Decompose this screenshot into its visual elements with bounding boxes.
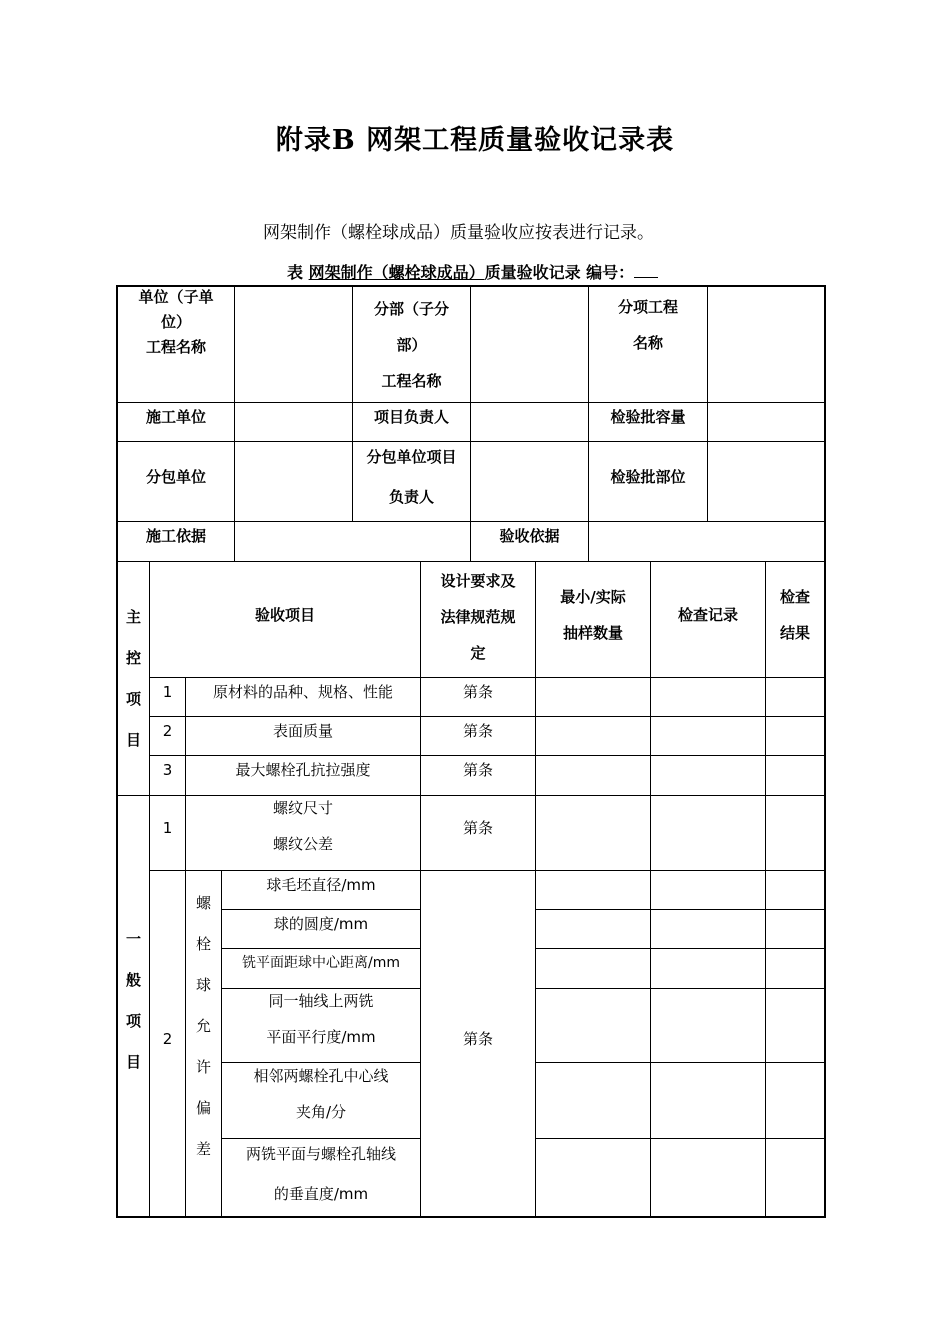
column-header-design-requirement: 设计要求及 法律规范规 定 <box>440 572 516 662</box>
row-item-name: 原材料的品种、规格、性能 <box>212 683 393 701</box>
unit-project-name-label: 单位（子单 位） 工程名称 <box>138 287 214 356</box>
document-title: 附录B 网架工程质量验收记录表 <box>275 125 675 156</box>
acceptance-basis-label: 验收依据 <box>499 527 560 545</box>
table-rule <box>535 1138 826 1139</box>
tolerance-item: 两铣平面与螺栓孔轴线 的垂直度/mm <box>245 1145 396 1203</box>
division-project-name-label: 分部（子分 部） 工程名称 <box>373 299 449 390</box>
batch-location-value[interactable] <box>708 442 824 521</box>
tolerance-item: 球毛坯直径/mm <box>266 876 376 894</box>
column-header-check-result: 检查 结果 <box>779 588 810 642</box>
row-item-name: 最大螺栓孔抗拉强度 <box>235 761 371 779</box>
row-number: 1 <box>162 683 173 701</box>
tolerance-item: 同一轴线上两铣 平面平行度/mm <box>266 992 376 1046</box>
category-char: 球 <box>195 975 211 994</box>
tolerance-item: 铣平面距球中心距离/mm <box>242 955 400 971</box>
table-rule <box>535 1062 826 1063</box>
group-char: 项 <box>125 1012 141 1030</box>
row-clause: 第条 <box>462 761 493 779</box>
category-char: 允 <box>195 1016 211 1035</box>
subcontractor-lead-label: 分包单位项目 负责人 <box>366 448 457 506</box>
category-char: 差 <box>195 1139 211 1158</box>
project-lead-label: 项目负责人 <box>373 408 449 426</box>
construction-basis-value[interactable] <box>235 522 470 561</box>
subcontractor-value[interactable] <box>235 442 352 521</box>
row-number: 2 <box>162 1029 173 1048</box>
group-char: 项 <box>125 689 141 708</box>
table-rule <box>535 948 826 949</box>
row-clause: 第条 <box>462 722 493 740</box>
contractor-label: 施工单位 <box>145 408 206 426</box>
row-number: 1 <box>162 819 173 837</box>
contractor-value[interactable] <box>235 403 352 441</box>
division-project-name-value[interactable] <box>471 287 588 402</box>
batch-capacity-value[interactable] <box>708 403 824 441</box>
column-header-sample-count: 最小/实际 抽样数量 <box>560 588 626 642</box>
caption-prefix: 表 <box>287 263 309 282</box>
unit-project-name-value[interactable] <box>235 287 352 402</box>
column-header-check-record: 检查记录 <box>677 605 738 624</box>
project-lead-value[interactable] <box>471 403 588 441</box>
batch-capacity-label: 检验批容量 <box>610 408 686 426</box>
bolt-ball-tolerance-label <box>186 871 221 1181</box>
group-char: 般 <box>125 971 141 989</box>
group-char: 目 <box>125 1053 141 1071</box>
table-caption <box>287 260 658 283</box>
construction-basis-label: 施工依据 <box>145 527 206 545</box>
group-char: 主 <box>125 607 141 626</box>
group-char: 控 <box>125 648 141 667</box>
row-item-name: 螺纹尺寸 螺纹公差 <box>272 799 333 853</box>
tolerance-item: 相邻两螺栓孔中心线 夹角/分 <box>253 1067 389 1121</box>
group-char: 一 <box>125 930 141 948</box>
batch-location-label: 检验批部位 <box>610 467 686 486</box>
row-number: 2 <box>162 722 173 740</box>
general-group-label <box>118 916 149 1086</box>
category-char: 偏 <box>195 1098 211 1117</box>
serial-number-blank[interactable] <box>634 263 658 278</box>
row-clause: 第条 <box>462 1029 493 1048</box>
acceptance-basis-value[interactable] <box>589 522 824 561</box>
category-char: 栓 <box>195 934 211 953</box>
main-control-group-label <box>118 562 149 795</box>
row-number: 3 <box>162 761 173 779</box>
caption-table-name: 网架制作（螺栓球成品） <box>308 263 485 282</box>
category-char: 螺 <box>195 893 211 912</box>
table-rule <box>535 988 826 989</box>
subitem-project-name-value[interactable] <box>708 287 824 402</box>
column-header-item: 验收项目 <box>254 605 315 624</box>
category-char: 许 <box>195 1057 211 1076</box>
subcontractor-lead-value[interactable] <box>471 442 588 521</box>
group-char: 目 <box>125 730 141 749</box>
tolerance-item: 球的圆度/mm <box>273 915 369 933</box>
row-clause: 第条 <box>462 819 493 837</box>
caption-suffix: 质量验收记录 编号： <box>484 263 635 282</box>
subcontractor-label: 分包单位 <box>145 467 206 486</box>
row-item-name: 表面质量 <box>272 722 333 740</box>
row-clause: 第条 <box>462 683 493 701</box>
intro-text: 网架制作（螺栓球成品）质量验收应按表进行记录。 <box>263 223 654 243</box>
subitem-project-name-label: 分项工程 名称 <box>617 298 678 352</box>
table-rule <box>535 909 826 910</box>
